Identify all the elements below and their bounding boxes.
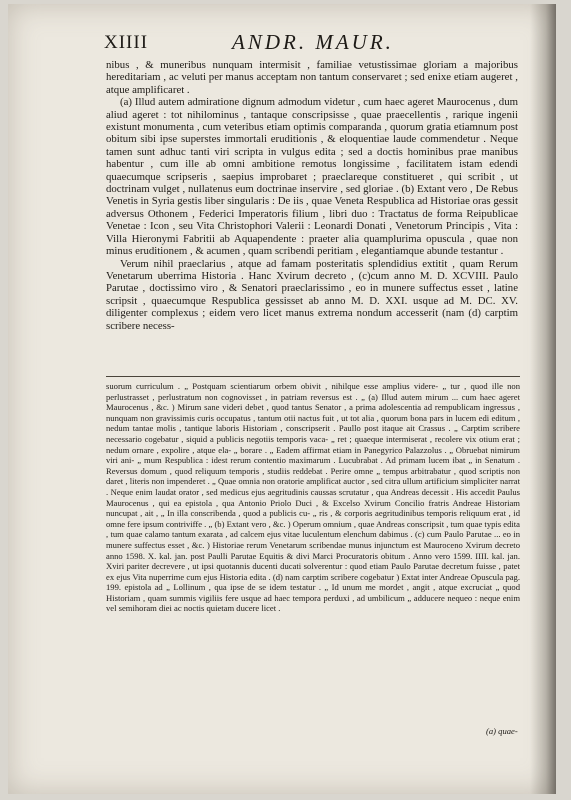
catchword: (a) quae- (486, 726, 518, 736)
footnote-text: suorum curriculum . „ Postquam scientiarum orbem obivit , nihilque esse amplius videre- „ tur , quod ille non perlustrasset , perlustratum non cognovisset , in patriam reversus est . „ (a) Illud autem mirum ... cum haec ageret Maurocenus , &c. ) Mirum sane videri debet , quod tantus Senator , a prima adolescentia ad rempublicam ingressus , nunquam non gravissimis curis occupatus , tantum otii nactus fuit , ut tot alia , quorum bona pars in lucem edi editum , nedum tantae molis , tantique laboris Historiam , conscripserit . Paullo post itaque ait Crassus . „ Carptim scribere necessario cogebatur , siquid a publicis negotiis temporis vaca- „ ret ; quaeque intermiserat , recolere vix otium erat ; nedum ornare , expolire , atque ela- „ borare . „ Eadem affirmat etiam in Panegyrico Palazzolus . „ Obruebat nimirum viri ani- „ mum Respublica : idest rerum contentio maximarum . Lucubrabat . Ad primam lucem ibat „ in Senatum . Reversus domum , quod reliquum temporis , studiis reddebat . Perire omne „ tempus arbitrabatur , quod scriptis non daret , literis non impenderet . „ Quae omnia non oratorie amplificat auctor , sed citra ullum artificium simpliciter narrat . Neque enim laudat orator , sed medicus ejus aegritudinis caussas scrutatur , qua Andreas decessit . His accedit Paulus Maurocenus , qui ea epistola , qua Antonio Priolo Duci , & Excelso Xvirum Concilio fratris Andreae Historiam nuncupat , ait , „ In illa conscribenda , quod a publicis cu- „ ris , & corporis aegritudinibus temporis reliquum erat , id omne fere ipsum contriviffe . „ (b) Extant vero , &c. ) Operum omnium , quae Andreas conscripsit , tum quae typis edita , tum quae calamo tantum exarata , ad calcem ejus vitae luculentum elenchum dabimus . (c) cum Paulo Parutae ... eo in munere suffectus esset , &c. ) Historiae rerum Venetarum scribendae munus injunctum est Mauroceno Xvirum decreto anno 1598. X. kal. jan. post Paulli Parutae Equitis & divi Marci Procuratoris obitum . Anno vero 1599. IIII. kal. jan. Xviri pariter decrevere , ut ipsi quotannis ducenti ducati solverentur : quod etiam Paulo Parutae decretum fuisse , patet ex ejus Vita nuperrime cum ejus Historia edita . (d) nam carptim scribere cogebatur ) Extat inter Andreae Opuscula pag. 199. epistola ad „ Lollinum , qua ipse de se idem testatur . „ Id unum me mordet , angit , atque excruciat „ quod Historiam , quam summis vigiliis fere usque ad haec tempora perduxi , ad umbilicum „ adducere nequeo : neque enim vel semihoram diei ac noctis quietam ducere licet . (106, 381, 520, 614)
main-text (106, 59, 518, 332)
footnotes (106, 381, 520, 614)
page-header (104, 26, 484, 56)
book-page (8, 4, 556, 794)
body-paragraph: nibus , & muneribus nunquam intermisit , familiae vetustissimae gloriam a majoribus hereditariam , ac veluti per manus acceptam non tantum conservaret ; sed enixe etiam augeret , atque amplificaret . (106, 59, 518, 96)
footnote-rule (106, 376, 520, 377)
folio-number: XIIII (104, 32, 149, 53)
body-paragraph: Verum nihil praeclarius , atque ad famam posteritatis splendidius extitit , quam Rerum Venetarum uberrima Historia . Hanc Xvirum decreto , (c)cum anno M. D. XCVIII. Paulo Parutae , doctissimo viro , & Senatori praeclarissimo , eo in munere suffectus esset , latine scripsit , quaecumque Respublica gessisset ab anno M. D. XXI. usque ad M. DC. XV. diligenter complexus ; eidem vero licet manus extrema nondum accesserit (nam (d) carptim scribere necess- (106, 257, 518, 332)
page-gutter-shadow (530, 4, 556, 794)
body-paragraph: (a) Illud autem admiratione dignum admodum videtur , cum haec ageret Maurocenus , dum aliud ageret : tot nihilominus , tantaque conscripsisse , quae praecellentis , rarique ingenii existunt monumenta , cum veteribus etiam optimis comparanda , quorum gratia etiamnum post obitum sibi ipse superstes immortali eruditionis , & eloquentiae laude commendetur . Neque tamen sunt adhuc tanti viri scripta in vulgus edita ; sed a doctis hominibus prae manibus habentur , cum ille ab omni ambitione remotus longissime , facilitatem istam edendi quaecumque scripseris , saepius improbaret ; praeclareque constitueret , qui scribit , ut doctrinam vulget , nullatenus eum doctrinae inservire , sed gloriae . (b) Extant vero , De Rebus Venetis in Syria gestis liber singularis : De iis , quae Veneta Respublica ad Historiae oras gessit adversus Othonem , Federici Imperatoris filium , libri duo : Tractatus de forma Reipublicae Venetae : Icon , seu Vita Christophori Valerii : Leonardi Donati , Venetorum Principis , Vita : Villa Hieronymi Fabritii ab Aquapendente : praeter alia quamplurima opuscula , quae non minus eruditionem , & acumen , quam scribendi peritiam , elegantiamque abunde testantur . (106, 96, 518, 258)
running-head: ANDR. MAUR. (232, 30, 394, 54)
